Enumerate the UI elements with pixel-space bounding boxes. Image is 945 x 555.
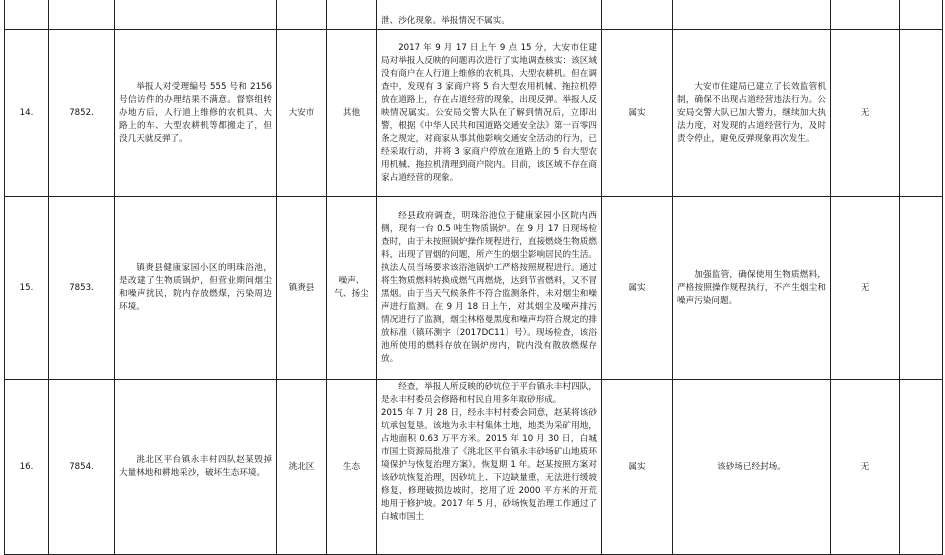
cell-verdict — [602, 0, 673, 30]
cell-id: 7854. — [49, 380, 115, 555]
cell-verdict: 属实 — [602, 380, 673, 555]
cell-action: 该砂场已经封场。 — [673, 380, 831, 555]
cell-action: 加强监管，确保使用生物质燃料，严格按照操作规程执行，不产生烟尘和噪声污染问题。 — [673, 197, 831, 380]
cell-category: 噪声、气、扬尘 — [327, 197, 377, 380]
cell-id: 7852. — [49, 30, 115, 197]
table-row — [5, 30, 943, 197]
cell-investigation: 2017 年 9 月 17 日上午 9 点 15 分，大安市住建局对举报人反映的问题再次进行了实地调查核实：该区域没有商户在人行道上维修的农机具、大型农耕机。但在调查中，发现有 3 家商户将 5 台大型农用机械、拖拉机停放在道路上，存在占道经营的现象，出现反弹。举报人反映情况属实。公安局交警大队在了解到情况后，立即出警，根据《中华人民共和国道路交通安全法》第一百零四条之规定，对商家从事其他影响交通安全活动的行为，已经采取行动，并将 3 家商户停放在道路上的 5 台大型农用机械、拖拉机清理到商户院内。目前，该区域不存在商家占道经营的现象。 — [377, 30, 602, 197]
cell-district — [277, 0, 327, 30]
cell-verdict: 属实 — [602, 30, 673, 197]
cell-extra — [900, 197, 943, 380]
cell-no — [5, 0, 49, 30]
cell-action: 大安市住建局已建立了长效监管机制，确保不出现占道经营违法行为。公安局交警大队已加大警力，继续加大执法力度，对发现的占道经营行为，及时责令停止，避免反弹现象再次发生。 — [673, 30, 831, 197]
cell-category — [327, 0, 377, 30]
cell-complaint — [115, 0, 277, 30]
cell-no: 15. — [5, 197, 49, 380]
cell-extra — [900, 30, 943, 197]
cell-investigation: 经查，举报人所反映的砂坑位于平台镇永丰村四队，是永丰村委员会修路和村民自用多年取砂形成。 2015 年 7 月 28 日，经永丰村村委会同意，赵某将该砂坑承包复垦。该地为永丰村集体土地，地类为采矿用地，占地面积 0.63 万平方米。2015 年 10 月 30 日，白城市国土资源局批准了《洮北区平台镇永丰砂场矿山地质环境保护与恢复治理方案》，恢复期 1 年。赵某按照方案对该砂坑恢复治理，因砂坑上、下边缺量重，无法进行缓坡修复，修理破损边坡时，挖用了近 2000 平方米的开荒地用于修护坡。2017 年 5 月，砂场恢复治理工作通过了白城市国土 — [377, 380, 602, 555]
cell-no: 14. — [5, 30, 49, 197]
complaint-table — [4, 0, 943, 555]
cell-investigation: 经县政府调查，明珠浴池位于健康家园小区院内西侧，现有一台 0.5 吨生物质锅炉。在 9 月 17 日现场检查时，由于未按照锅炉操作规程进行，直接燃烧生物质燃料，出现了冒烟的问题，所产生的烟尘影响居民的生活。执法人员当场要求该浴池锅炉工严格按照规程进行。通过将生物质燃料转换成燃气再燃烧，达到节省燃料，又不冒黑烟。由于当天气候条件不符合监测条件，未对烟尘和噪声进行监测。在 9 月 18 日上午，对其烟尘及噪声排污情况进行了监测，烟尘林格曼黑度和噪声均符合规定的排放标准（镇环测字〔2017DC11〕号）。现场检查，该浴池所使用的燃料存放在锅炉房内，院内没有散放燃煤存放。 — [377, 197, 602, 380]
cell-action — [673, 0, 831, 30]
cell-verdict: 属实 — [602, 197, 673, 380]
table-row — [5, 0, 943, 30]
cell-accountability: 无 — [831, 30, 900, 197]
cell-category: 生态 — [327, 380, 377, 555]
cell-accountability: 无 — [831, 197, 900, 380]
cell-id — [49, 0, 115, 30]
cell-complaint: 镇赉县健康家园小区的明珠浴池，是改建了生物质锅炉，但营业期间烟尘和噪声扰民，院内存放燃煤，污染周边环境。 — [115, 197, 277, 380]
cell-complaint: 洮北区平台镇永丰村四队赵某毁掉大量林地和耕地采沙，破坏生态环境。 — [115, 380, 277, 555]
cell-district: 镇赉县 — [277, 197, 327, 380]
cell-category: 其他 — [327, 30, 377, 197]
cell-extra — [900, 0, 943, 30]
cell-id: 7853. — [49, 197, 115, 380]
cell-accountability — [831, 0, 900, 30]
cell-accountability: 无 — [831, 380, 900, 555]
cell-investigation: 泄、沙化现象。举报情况不属实。 — [377, 0, 602, 30]
cell-district: 洮北区 — [277, 380, 327, 555]
cell-complaint: 举报人对受理编号 555 号和 2156 号信访件的办理结果不满意。督察组转办地方后，人行道上维修的农机具、大路上的车、大型农耕机等都搬走了，但没几天就反弹了。 — [115, 30, 277, 197]
cell-no: 16. — [5, 380, 49, 555]
table-row — [5, 197, 943, 380]
cell-district: 大安市 — [277, 30, 327, 197]
table-row — [5, 380, 943, 555]
cell-extra — [900, 380, 943, 555]
